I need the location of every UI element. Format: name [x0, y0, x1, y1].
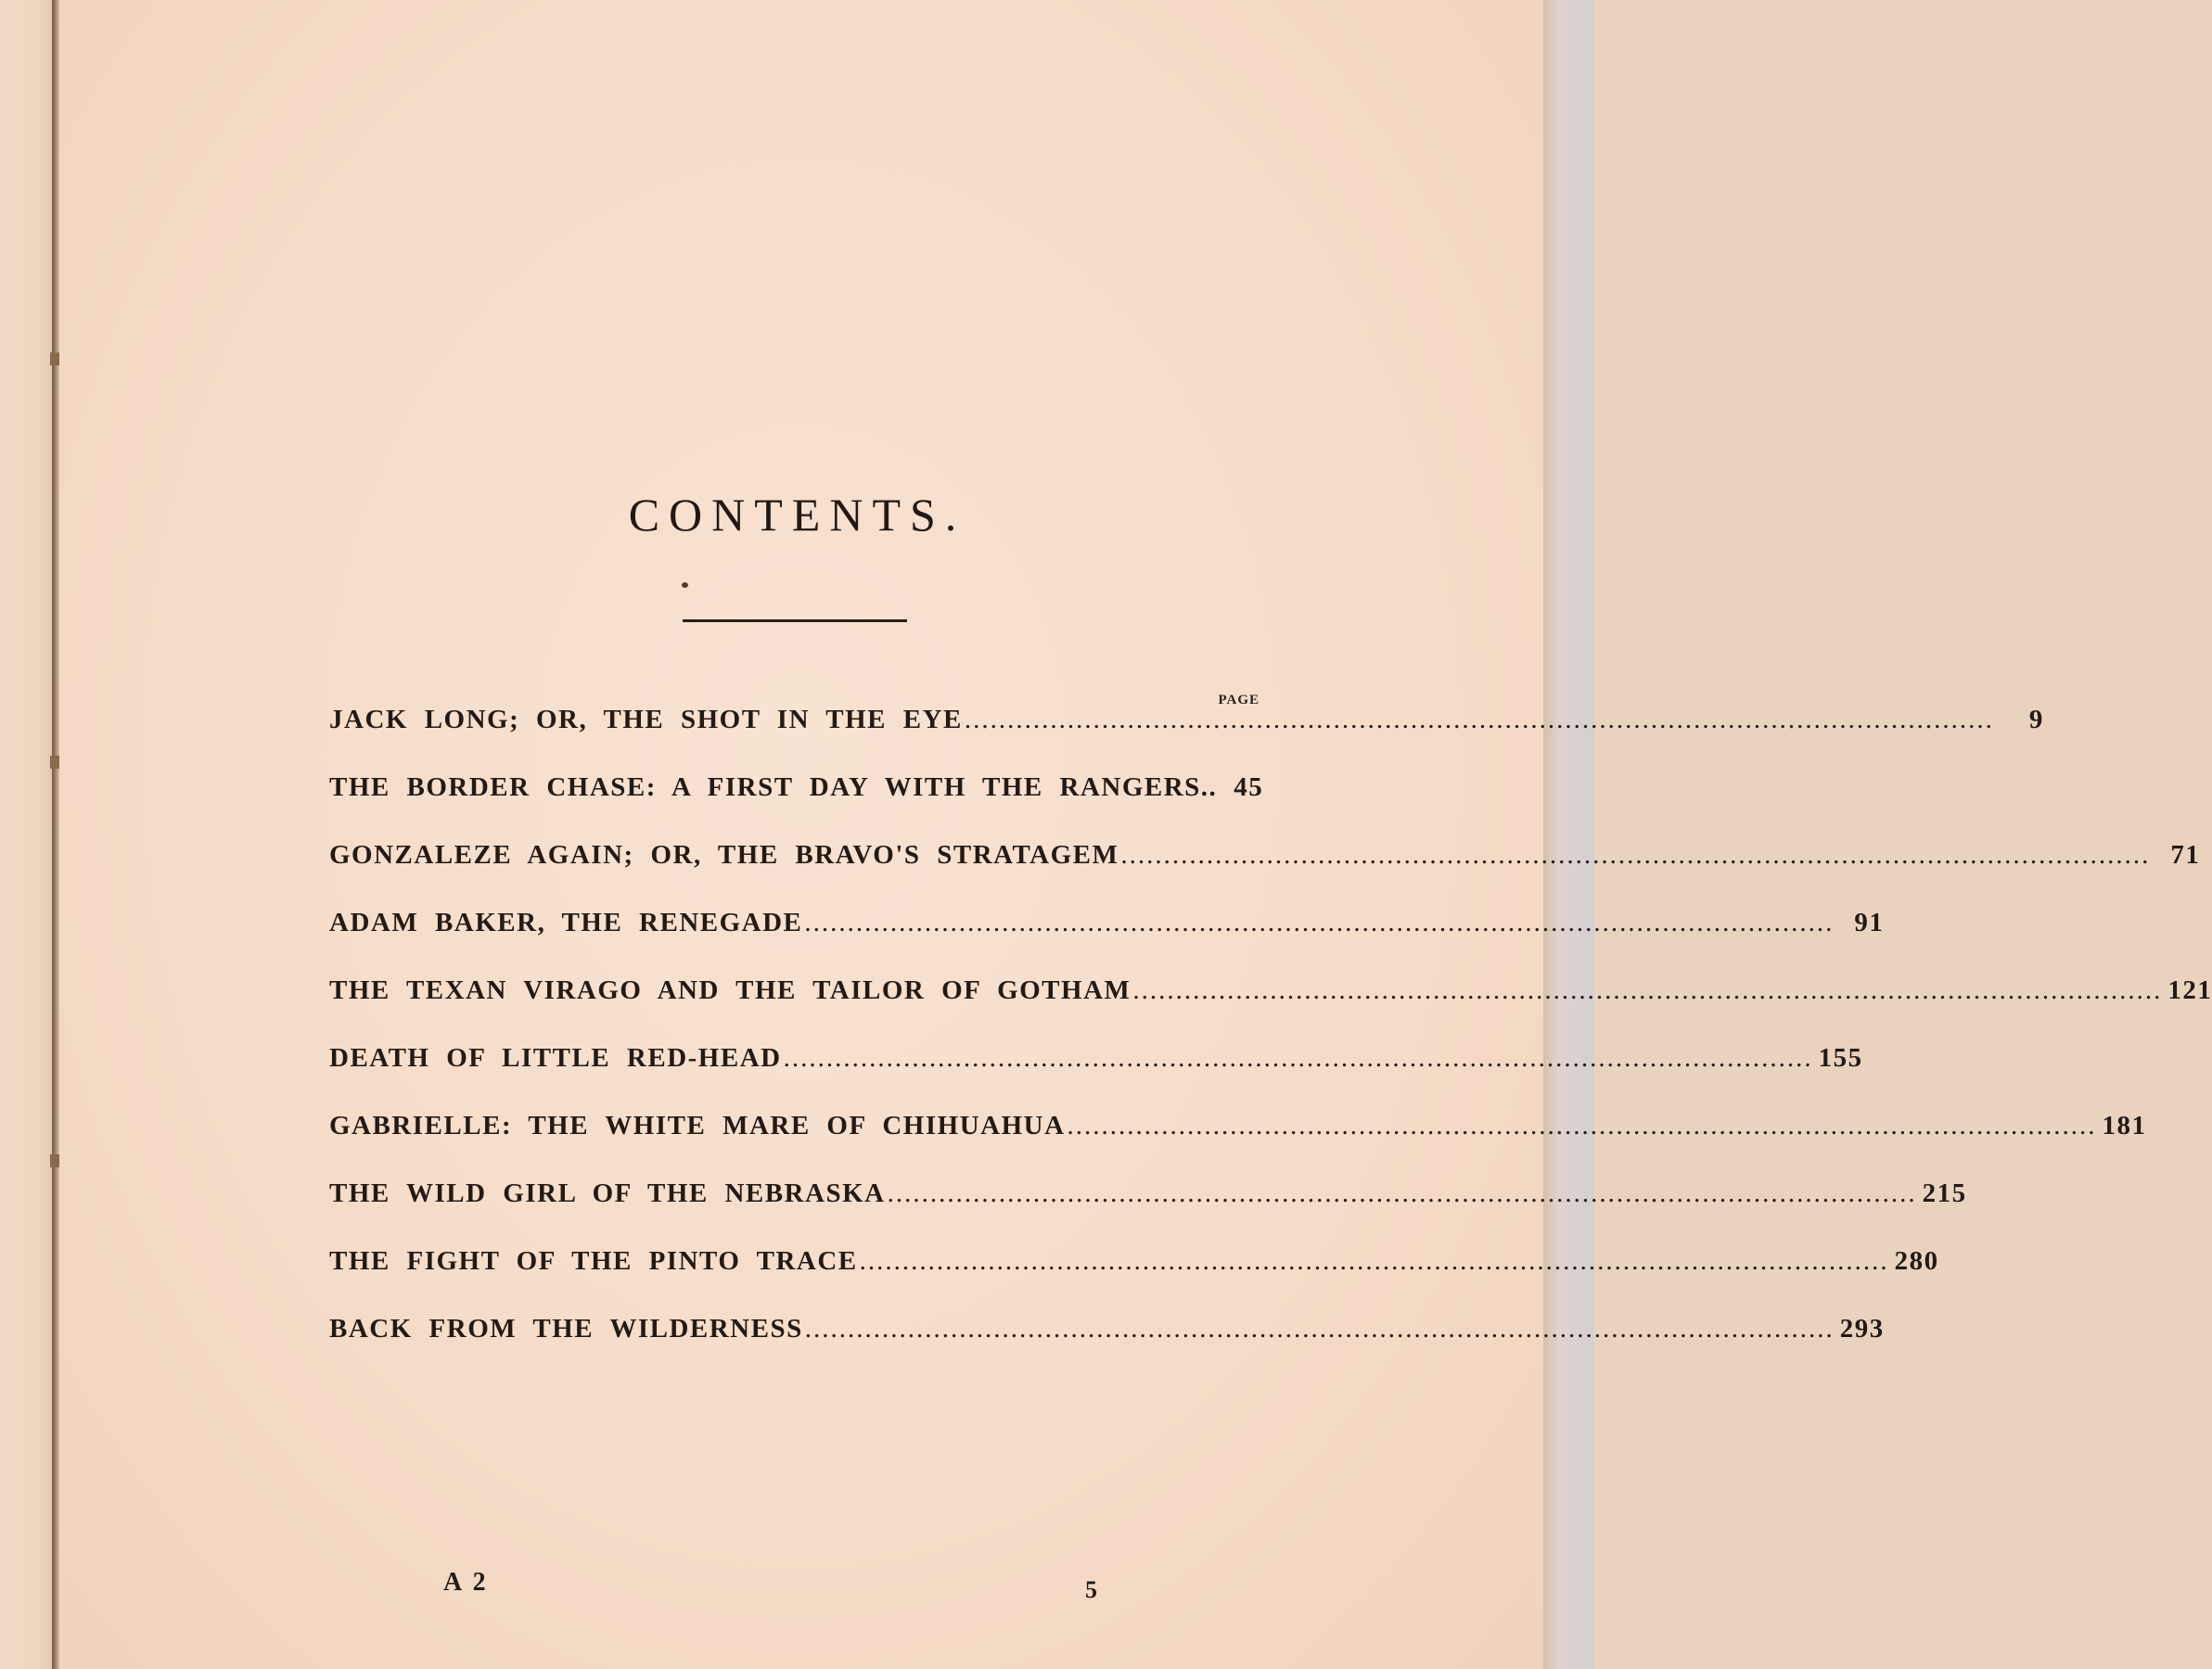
toc-entry[interactable]	[329, 1111, 2147, 1178]
toc-entry[interactable]	[329, 908, 1885, 975]
toc-leader-dots: ........................................................................................................................	[1067, 1111, 2097, 1140]
toc-entry[interactable]	[329, 705, 2044, 772]
binding-thread-mark	[50, 756, 59, 769]
toc-entry-page: 91	[1854, 908, 1885, 937]
toc-entry-page: 293	[1839, 1314, 1885, 1344]
toc-entry[interactable]	[329, 772, 1264, 840]
toc-entry-title: BACK FROM THE WILDERNESS	[329, 1314, 803, 1344]
toc-leader-dots: ........................................................................................................................	[1132, 975, 2163, 1005]
toc-leader-dots: ........................................................................................................................	[804, 1314, 1835, 1344]
toc-entry-page: 121	[2167, 975, 2212, 1005]
table-of-contents	[329, 705, 2212, 1382]
toc-entry[interactable]	[329, 1246, 1939, 1314]
toc-leader-dots: ........................................................................................................................	[964, 705, 1994, 734]
toc-entry-title: DEATH OF LITTLE RED-HEAD	[329, 1043, 782, 1073]
page-column-label: PAGE	[1218, 693, 1259, 707]
toc-leader-dots: ........................................................................................................................	[1120, 840, 2151, 870]
toc-entry[interactable]	[329, 840, 2201, 908]
toc-entry[interactable]	[329, 1314, 1885, 1382]
toc-leader-dots: ........................................................................................................................	[887, 1178, 1917, 1208]
binding-thread-mark	[50, 1154, 59, 1167]
toc-entry-page: 71	[2170, 840, 2201, 870]
toc-entry-page: 45	[1234, 772, 1264, 802]
toc-leader-dots: ........................................................................................................................	[783, 1043, 1813, 1073]
page-number: 5	[1085, 1576, 1097, 1603]
toc-entry-title: THE WILD GIRL OF THE NEBRASKA	[329, 1178, 886, 1208]
book-gutter	[52, 0, 59, 1669]
toc-entry-title: THE TEXAN VIRAGO AND THE TAILOR OF GOTHAM	[329, 975, 1132, 1005]
toc-entry-title: GABRIELLE: THE WHITE MARE OF CHIHUAHUA	[329, 1111, 1066, 1140]
toc-leader-dots: ........................................................................................................................	[804, 908, 1835, 937]
toc-entry-page: 215	[1922, 1178, 1967, 1208]
toc-entry[interactable]	[329, 975, 2212, 1043]
title-rule	[683, 619, 907, 622]
left-page-edge	[0, 0, 54, 1669]
toc-entry[interactable]	[329, 1178, 1967, 1246]
toc-entry[interactable]	[329, 1043, 1863, 1111]
ink-fleck	[682, 582, 688, 588]
toc-leader-dots: ........................................................................................................................	[859, 1246, 1889, 1276]
toc-entry-page: 280	[1894, 1246, 1939, 1276]
toc-entry-title: GONZALEZE AGAIN; OR, THE BRAVO'S STRATAGEM	[329, 840, 1119, 870]
toc-entry-title: ADAM BAKER, THE RENEGADE	[329, 908, 803, 937]
signature-mark: A 2	[443, 1568, 489, 1597]
toc-entry-title: THE BORDER CHASE: A FIRST DAY WITH THE RANGERS..	[329, 772, 1218, 802]
toc-entry-page: 155	[1818, 1043, 1863, 1073]
toc-entry-title: JACK LONG; OR, THE SHOT IN THE EYE	[329, 705, 963, 734]
toc-entry-page: 9	[2028, 705, 2044, 734]
toc-entry-page: 181	[2102, 1111, 2147, 1140]
toc-entry-title: THE FIGHT OF THE PINTO TRACE	[329, 1246, 858, 1276]
page-title: CONTENTS.	[628, 489, 966, 541]
binding-thread-mark	[50, 352, 59, 365]
right-page-edge	[1543, 0, 1594, 1669]
